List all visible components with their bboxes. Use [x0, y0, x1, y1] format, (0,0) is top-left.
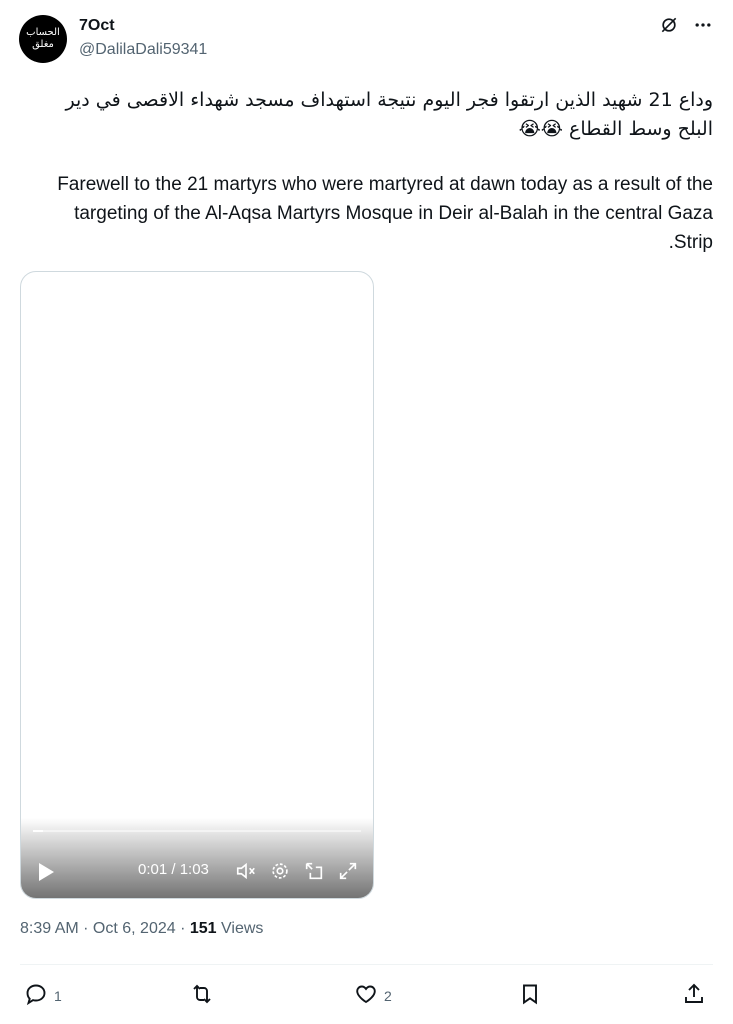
avatar-text-1: الحساب: [26, 27, 60, 38]
post-text-english: Farewell to the 21 martyrs who were martyred at dawn today as a result of the targeting of the Al-Aqsa Martyrs Mosque in Deir al-Balah in the central Gaza Strip.: [57, 174, 713, 253]
views-label: Views: [221, 920, 264, 937]
like-button[interactable]: [354, 982, 392, 1009]
repost-icon: [190, 982, 214, 1009]
reply-icon: [24, 982, 48, 1009]
divider: [20, 964, 713, 965]
meta-separator: ·: [175, 920, 190, 937]
video-progress-fill: [33, 830, 43, 832]
fullscreen-icon[interactable]: [337, 860, 359, 882]
avatar[interactable]: [19, 15, 67, 63]
picture-in-picture-icon[interactable]: [303, 860, 325, 882]
author-handle[interactable]: @DalilaDali59341: [79, 41, 208, 58]
like-count: 2: [384, 987, 392, 1004]
post-header-actions: [659, 15, 713, 35]
post-text-arabic: وداع 21 شهيد الذين ارتقوا فجر اليوم نتيجة استهداف مسجد شهداء الاقصى في دير البلح وسط القطاع 😭😭: [65, 89, 713, 140]
repost-button[interactable]: [190, 982, 214, 1009]
share-button[interactable]: [682, 982, 706, 1009]
avatar-text-2: مغلق: [32, 39, 54, 50]
settings-gear-icon[interactable]: [269, 860, 291, 882]
post-timestamp[interactable]: 8:39 AM · Oct 6, 2024: [20, 920, 176, 937]
reply-button[interactable]: [24, 982, 62, 1009]
bookmark-icon: [518, 982, 542, 1009]
post-meta: [20, 920, 263, 938]
share-icon: [682, 982, 706, 1009]
post-actions: [20, 982, 713, 1008]
reply-count: 1: [54, 987, 62, 1004]
views-count: 151: [189, 920, 217, 937]
mute-icon[interactable]: [235, 860, 257, 882]
heart-icon: [354, 982, 378, 1009]
more-dots-icon[interactable]: [693, 15, 713, 35]
bookmark-button[interactable]: [518, 982, 542, 1009]
play-icon[interactable]: [37, 862, 55, 887]
video-progress-bar[interactable]: [33, 830, 361, 832]
video-player[interactable]: [20, 271, 374, 899]
video-controls: [21, 818, 373, 898]
author-name[interactable]: 7Oct: [79, 17, 115, 34]
video-time: 0:01 / 1:03: [138, 861, 209, 878]
grok-icon[interactable]: [659, 15, 679, 35]
